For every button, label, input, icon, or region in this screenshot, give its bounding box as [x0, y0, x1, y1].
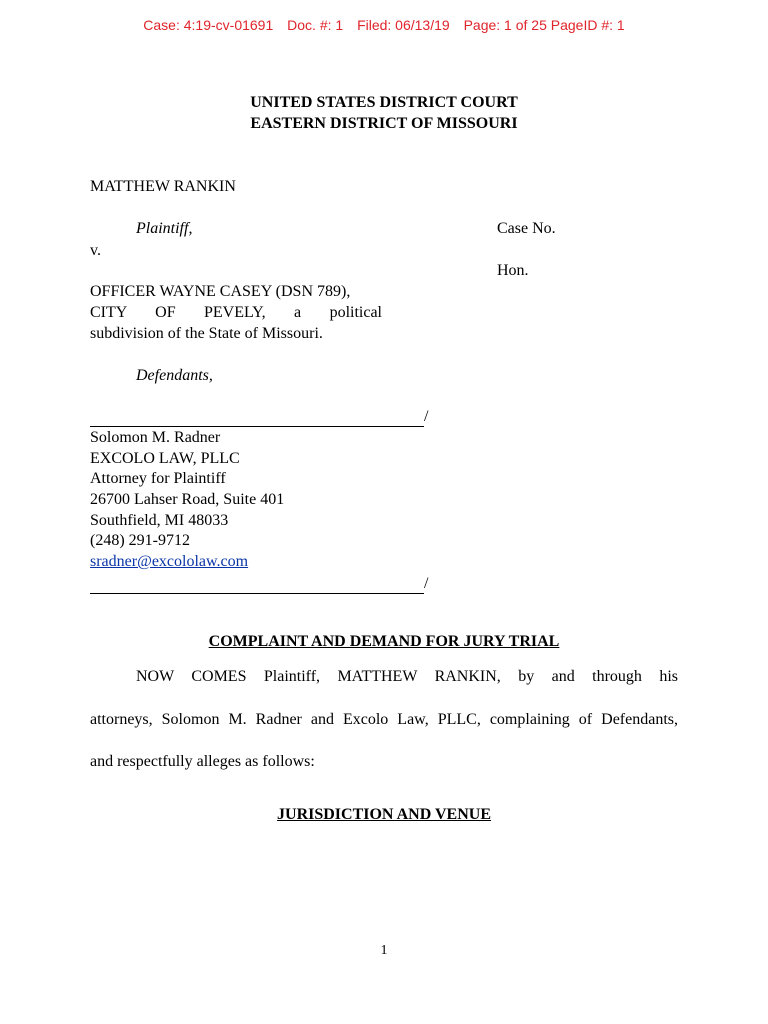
defendant-line-2: CITY OF PEVELY, a political — [90, 304, 382, 321]
complaint-body-line-3: and respectfully alleges as follows: — [90, 753, 315, 770]
caption-separator-slash-bottom: / — [424, 575, 429, 592]
complaint-body-line-2: attorneys, Solomon M. Radner and Excolo Law, PLLC, complaining of Defendants, — [90, 711, 678, 728]
caption-separator-line-top — [90, 426, 424, 427]
attorney-address-line-2: Southfield, MI 48033 — [90, 512, 229, 529]
page-number: 1 — [380, 943, 388, 958]
complaint-body-line-1: NOW COMES Plaintiff, MATTHEW RANKIN, by and through his — [136, 668, 678, 685]
plaintiff-role: Plaintiff, — [136, 220, 193, 237]
judge-label: Hon. — [497, 262, 529, 279]
case-number-label: Case No. — [497, 220, 556, 237]
ecf-filing-header — [0, 17, 768, 33]
attorney-firm: EXCOLO LAW, PLLC — [90, 450, 240, 467]
defendant-role: Defendants, — [136, 367, 213, 384]
attorney-role: Attorney for Plaintiff — [90, 470, 226, 487]
caption-separator-slash-top: / — [424, 408, 429, 425]
court-district: EASTERN DISTRICT OF MISSOURI — [250, 115, 518, 132]
ecf-doc-number: Doc. #: 1 — [287, 17, 344, 33]
attorney-email-link[interactable]: sradner@excololaw.com — [90, 553, 249, 570]
defendant-line-3: subdivision of the State of Missouri. — [90, 325, 323, 342]
ecf-case-number: Case: 4:19-cv-01691 — [143, 17, 274, 33]
caption-separator-line-bottom — [90, 593, 424, 594]
ecf-page-info: Page: 1 of 25 PageID #: 1 — [463, 17, 625, 33]
complaint-title: COMPLAINT AND DEMAND FOR JURY TRIAL — [208, 633, 560, 650]
plaintiff-name: MATTHEW RANKIN — [90, 178, 236, 195]
versus: v. — [90, 242, 101, 259]
attorney-name: Solomon M. Radner — [90, 429, 221, 446]
attorney-address-line-1: 26700 Lahser Road, Suite 401 — [90, 491, 285, 508]
court-name: UNITED STATES DISTRICT COURT — [250, 94, 518, 111]
attorney-phone: (248) 291-9712 — [90, 532, 190, 549]
section-heading: JURISDICTION AND VENUE — [277, 806, 491, 823]
defendant-line-1: OFFICER WAYNE CASEY (DSN 789), — [90, 283, 351, 300]
ecf-filed-date: Filed: 06/13/19 — [357, 17, 450, 33]
